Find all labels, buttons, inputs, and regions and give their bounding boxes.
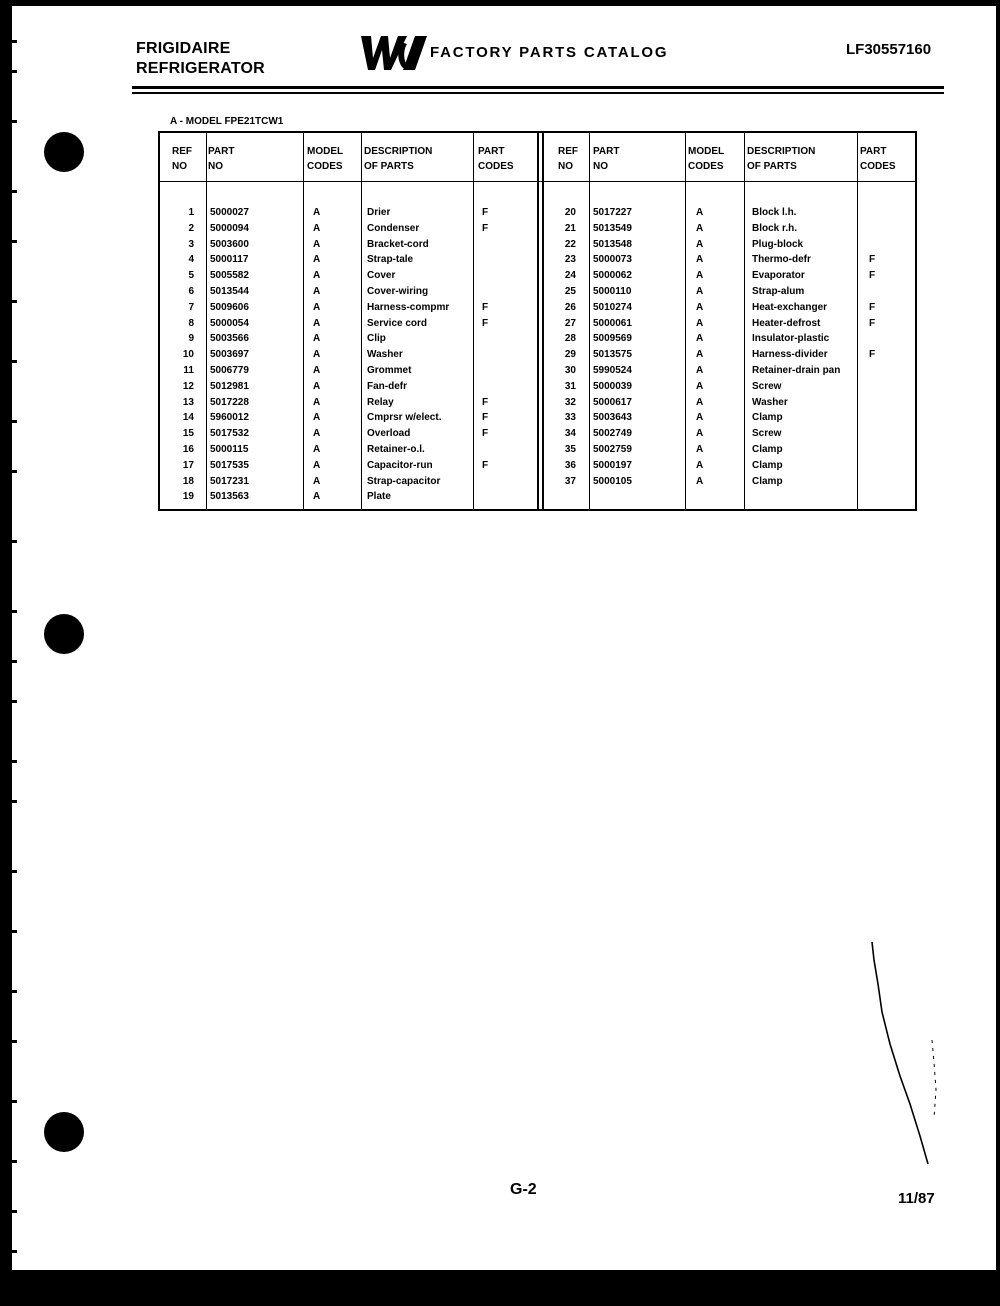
table-cell-code: F bbox=[482, 459, 489, 471]
table-cell-ref: 2 bbox=[188, 222, 194, 234]
table-cell-desc: Thermo-defr bbox=[752, 254, 811, 266]
table-cell-model: A bbox=[696, 428, 704, 440]
table-cell-ref: 5 bbox=[188, 270, 194, 282]
table-cell-ref: 33 bbox=[564, 412, 576, 424]
left-header-ref bbox=[172, 144, 192, 174]
table-cell-part: 5017231 bbox=[210, 475, 249, 487]
table-cell-code: F bbox=[482, 428, 489, 440]
column-header-line: PART bbox=[860, 146, 887, 157]
table-cell-model: A bbox=[313, 380, 321, 392]
table-cell-desc: Clamp bbox=[752, 459, 783, 471]
pen-stroke-mark bbox=[850, 940, 940, 1170]
table-cell-ref: 24 bbox=[564, 270, 576, 282]
table-cell-desc: Screw bbox=[752, 428, 782, 440]
table-cell-model: A bbox=[313, 207, 321, 218]
table-cell-part: 5000062 bbox=[593, 270, 632, 282]
table-cell-desc: Washer bbox=[367, 349, 403, 361]
table-cell-ref: 19 bbox=[182, 491, 194, 503]
table-cell-code: F bbox=[482, 412, 489, 424]
table-cell-ref: 13 bbox=[182, 396, 194, 408]
table-cell-part: 5017532 bbox=[210, 428, 249, 440]
column-header-line: REF bbox=[172, 146, 192, 157]
wci-logo-mark bbox=[357, 32, 429, 74]
table-cell-code: F bbox=[869, 317, 876, 329]
left-header-code bbox=[478, 144, 514, 174]
column-divider bbox=[589, 133, 590, 509]
scan-edge-tick bbox=[12, 360, 17, 363]
table-cell-ref: 36 bbox=[564, 459, 576, 471]
table-cell-ref: 12 bbox=[182, 380, 194, 392]
header-separator bbox=[160, 181, 915, 182]
right-header-code bbox=[860, 144, 896, 174]
product-type: REFRIGERATOR bbox=[136, 60, 265, 77]
table-cell-model: A bbox=[696, 396, 704, 408]
table-cell-model: A bbox=[313, 412, 321, 424]
table-cell-part: 5013575 bbox=[593, 349, 632, 361]
table-cell-desc: Condenser bbox=[367, 222, 420, 234]
table-cell-part: 5000617 bbox=[593, 396, 632, 408]
model-line: A - MODEL FPE21TCW1 bbox=[170, 116, 284, 127]
table-cell-code: F bbox=[482, 317, 489, 329]
table-cell-desc: Block l.h. bbox=[752, 207, 797, 218]
scan-edge-tick bbox=[12, 800, 17, 803]
column-divider bbox=[473, 133, 474, 509]
table-cell-desc: Bracket-cord bbox=[367, 238, 429, 250]
table-cell-desc: Strap-capacitor bbox=[367, 475, 441, 487]
table-cell-ref: 18 bbox=[182, 475, 194, 487]
scan-edge-tick bbox=[12, 1210, 17, 1213]
table-cell-code: F bbox=[869, 349, 876, 361]
punch-hole-top bbox=[44, 132, 84, 172]
table-cell-model: A bbox=[313, 475, 321, 487]
right-header-ref bbox=[558, 144, 578, 174]
table-cell-desc: Insulator-plastic bbox=[752, 333, 830, 345]
table-cell-part: 5013549 bbox=[593, 222, 632, 234]
table-cell-model: A bbox=[313, 270, 321, 282]
table-cell-desc: Heater-defrost bbox=[752, 317, 821, 329]
scan-edge-tick bbox=[12, 1100, 17, 1103]
scan-edge-tick bbox=[12, 240, 17, 243]
table-cell-desc: Strap-alum bbox=[752, 286, 805, 297]
column-header-line: PART bbox=[208, 146, 235, 157]
table-cell-model: A bbox=[696, 459, 704, 471]
table-cell-part: 5990524 bbox=[593, 365, 632, 376]
table-cell-part: 5000094 bbox=[210, 222, 249, 234]
scan-edge-tick bbox=[12, 700, 17, 703]
table-cell-part: 5000039 bbox=[593, 380, 632, 392]
scan-edge-tick bbox=[12, 190, 17, 193]
table-cell-model: A bbox=[313, 301, 321, 313]
table-cell-part: 5009606 bbox=[210, 301, 249, 313]
scan-edge-tick bbox=[12, 540, 17, 543]
scan-edge-tick bbox=[12, 930, 17, 933]
right-header-desc bbox=[747, 144, 815, 174]
table-cell-model: A bbox=[696, 286, 704, 297]
scan-edge-tick bbox=[12, 990, 17, 993]
table-cell-model: A bbox=[696, 365, 704, 376]
table-cell-ref: 25 bbox=[564, 286, 576, 297]
table-cell-model: A bbox=[696, 222, 704, 234]
table-cell-desc: Strap-tale bbox=[367, 254, 414, 266]
table-cell-desc: Fan-defr bbox=[367, 380, 407, 392]
column-divider bbox=[361, 133, 362, 509]
column-divider bbox=[303, 133, 304, 509]
table-cell-part: 5012981 bbox=[210, 380, 249, 392]
table-cell-model: A bbox=[696, 444, 704, 455]
table-cell-part: 5000073 bbox=[593, 254, 632, 266]
table-center-divider bbox=[537, 133, 539, 509]
table-cell-desc: Plate bbox=[367, 491, 391, 503]
table-cell-part: 5003643 bbox=[593, 412, 632, 424]
table-cell-part: 5000115 bbox=[210, 444, 249, 455]
table-cell-model: A bbox=[313, 317, 321, 329]
table-cell-code: F bbox=[869, 301, 876, 313]
column-header-line: NO bbox=[558, 161, 573, 172]
column-header-line: NO bbox=[593, 161, 608, 172]
table-cell-ref: 4 bbox=[188, 254, 194, 266]
table-cell-code: F bbox=[869, 254, 876, 266]
column-header-line: CODES bbox=[307, 161, 343, 172]
table-cell-model: A bbox=[313, 222, 321, 234]
column-divider bbox=[744, 133, 745, 509]
punch-hole-bottom bbox=[44, 1112, 84, 1152]
punch-hole-middle bbox=[44, 614, 84, 654]
table-cell-desc: Grommet bbox=[367, 365, 412, 376]
table-cell-ref: 15 bbox=[182, 428, 194, 440]
scan-edge-tick bbox=[12, 420, 17, 423]
table-cell-ref: 35 bbox=[564, 444, 576, 455]
table-cell-ref: 7 bbox=[188, 301, 194, 313]
column-header-line: NO bbox=[172, 161, 187, 172]
column-divider bbox=[857, 133, 858, 509]
table-cell-model: A bbox=[313, 444, 321, 455]
scan-edge-tick bbox=[12, 70, 17, 73]
table-cell-ref: 26 bbox=[564, 301, 576, 313]
table-cell-desc: Service cord bbox=[367, 317, 428, 329]
wci-logo bbox=[357, 32, 429, 81]
table-cell-ref: 31 bbox=[564, 380, 576, 392]
table-cell-part: 5003697 bbox=[210, 349, 249, 361]
table-cell-ref: 21 bbox=[564, 222, 576, 234]
column-divider bbox=[206, 133, 207, 509]
column-header-line: DESCRIPTION bbox=[364, 146, 433, 157]
table-cell-ref: 37 bbox=[564, 475, 576, 487]
catalog-title: FACTORY PARTS CATALOG bbox=[430, 44, 669, 61]
right-header-model bbox=[688, 144, 724, 174]
column-divider bbox=[685, 133, 686, 509]
revision-date: 11/87 bbox=[898, 1190, 935, 1207]
table-cell-part: 5000197 bbox=[593, 459, 632, 471]
table-cell-part: 5013548 bbox=[593, 238, 632, 250]
table-cell-desc: Capacitor-run bbox=[367, 459, 433, 471]
left-header-desc bbox=[364, 144, 432, 174]
table-cell-desc: Cmprsr w/elect. bbox=[367, 412, 442, 424]
table-cell-ref: 30 bbox=[564, 365, 576, 376]
table-cell-desc: Plug-block bbox=[752, 238, 804, 250]
table-cell-model: A bbox=[696, 238, 704, 250]
table-cell-desc: Evaporator bbox=[752, 270, 805, 282]
column-header-line: OF PARTS bbox=[364, 161, 414, 172]
scan-edge-tick bbox=[12, 660, 17, 663]
header-rule bbox=[132, 86, 944, 89]
table-center-divider bbox=[542, 133, 544, 509]
table-cell-desc: Relay bbox=[367, 396, 394, 408]
table-cell-ref: 32 bbox=[564, 396, 576, 408]
column-header-line: PART bbox=[593, 146, 620, 157]
table-cell-part: 5005582 bbox=[210, 270, 249, 282]
parts-table bbox=[158, 131, 917, 511]
right-header-part bbox=[593, 144, 619, 174]
table-cell-desc: Retainer-drain pan bbox=[752, 365, 841, 376]
table-cell-ref: 28 bbox=[564, 333, 576, 345]
table-cell-ref: 8 bbox=[188, 317, 194, 329]
table-cell-ref: 6 bbox=[188, 286, 194, 297]
column-header-line: PART bbox=[478, 146, 505, 157]
table-cell-code: F bbox=[482, 396, 489, 408]
table-cell-desc: Retainer-o.l. bbox=[367, 444, 425, 455]
table-cell-desc: Washer bbox=[752, 396, 788, 408]
table-cell-part: 5002759 bbox=[593, 444, 632, 455]
table-cell-model: A bbox=[313, 349, 321, 361]
table-cell-model: A bbox=[313, 428, 321, 440]
table-cell-ref: 29 bbox=[564, 349, 576, 361]
column-header-line: MODEL bbox=[688, 146, 725, 157]
table-cell-desc: Harness-compmr bbox=[367, 301, 450, 313]
table-cell-part: 5017535 bbox=[210, 459, 249, 471]
table-cell-desc: Cover bbox=[367, 270, 396, 282]
table-cell-ref: 14 bbox=[182, 412, 194, 424]
column-header-line: CODES bbox=[478, 161, 514, 172]
table-cell-ref: 9 bbox=[188, 333, 194, 345]
table-cell-part: 5006779 bbox=[210, 365, 249, 376]
table-cell-ref: 20 bbox=[564, 207, 576, 218]
table-cell-part: 5010274 bbox=[593, 301, 632, 313]
table-cell-part: 5000061 bbox=[593, 317, 632, 329]
table-cell-ref: 23 bbox=[564, 254, 576, 266]
column-header-line: OF PARTS bbox=[747, 161, 797, 172]
table-cell-part: 5000105 bbox=[593, 475, 632, 487]
scan-edge-tick bbox=[12, 1160, 17, 1163]
table-cell-desc: Clamp bbox=[752, 412, 783, 424]
table-cell-desc: Heat-exchanger bbox=[752, 301, 828, 313]
column-header-line: CODES bbox=[860, 161, 896, 172]
column-header-line: REF bbox=[558, 146, 578, 157]
table-cell-part: 5013544 bbox=[210, 286, 249, 297]
table-cell-desc: Cover-wiring bbox=[367, 286, 429, 297]
column-header-line: NO bbox=[208, 161, 223, 172]
table-cell-desc: Clamp bbox=[752, 475, 783, 487]
table-cell-part: 5017228 bbox=[210, 396, 249, 408]
table-cell-model: A bbox=[313, 396, 321, 408]
scan-edge-tick bbox=[12, 300, 17, 303]
scan-edge-tick bbox=[12, 40, 17, 43]
table-cell-ref: 1 bbox=[188, 207, 194, 218]
left-header-part bbox=[208, 144, 234, 174]
scan-edge-tick bbox=[12, 610, 17, 613]
table-cell-model: A bbox=[313, 254, 321, 266]
table-cell-model: A bbox=[313, 238, 321, 250]
table-cell-model: A bbox=[313, 459, 321, 471]
table-cell-ref: 10 bbox=[182, 349, 194, 361]
column-header-line: DESCRIPTION bbox=[747, 146, 816, 157]
table-cell-model: A bbox=[696, 412, 704, 424]
scan-edge-tick bbox=[12, 120, 17, 123]
left-header-model bbox=[307, 144, 343, 174]
scan-edge-tick bbox=[12, 1250, 17, 1253]
table-cell-part: 5017227 bbox=[593, 207, 632, 218]
table-cell-model: A bbox=[696, 270, 704, 282]
table-cell-model: A bbox=[313, 286, 321, 297]
table-cell-model: A bbox=[696, 380, 704, 392]
table-cell-part: 5000027 bbox=[210, 207, 249, 218]
table-cell-model: A bbox=[313, 491, 321, 503]
table-cell-model: A bbox=[696, 301, 704, 313]
table-cell-ref: 22 bbox=[564, 238, 576, 250]
table-cell-code: F bbox=[482, 301, 489, 313]
table-cell-part: 5000054 bbox=[210, 317, 249, 329]
table-cell-part: 5000117 bbox=[210, 254, 249, 266]
table-cell-model: A bbox=[696, 207, 704, 218]
brand-block bbox=[136, 39, 265, 79]
table-cell-ref: 17 bbox=[182, 459, 194, 471]
header-rule-secondary bbox=[132, 92, 944, 94]
table-cell-desc: Screw bbox=[752, 380, 782, 392]
table-cell-desc: Harness-divider bbox=[752, 349, 828, 361]
table-cell-model: A bbox=[696, 475, 704, 487]
table-cell-model: A bbox=[696, 254, 704, 266]
scan-edge-tick bbox=[12, 470, 17, 473]
page-number: G-2 bbox=[510, 1181, 537, 1198]
table-cell-ref: 3 bbox=[188, 238, 194, 250]
table-cell-desc: Clamp bbox=[752, 444, 783, 455]
table-cell-model: A bbox=[696, 333, 704, 345]
table-cell-model: A bbox=[696, 349, 704, 361]
table-cell-ref: 34 bbox=[564, 428, 576, 440]
document-number: LF30557160 bbox=[846, 41, 932, 58]
table-cell-part: 5002749 bbox=[593, 428, 632, 440]
table-cell-ref: 16 bbox=[182, 444, 194, 455]
table-cell-code: F bbox=[482, 222, 489, 234]
table-cell-model: A bbox=[696, 317, 704, 329]
table-cell-part: 5000110 bbox=[593, 286, 632, 297]
scan-edge-tick bbox=[12, 1040, 17, 1043]
table-cell-model: A bbox=[313, 365, 321, 376]
scan-edge-tick bbox=[12, 870, 17, 873]
table-cell-part: 5003600 bbox=[210, 238, 249, 250]
column-header-line: CODES bbox=[688, 161, 724, 172]
table-cell-part: 5013563 bbox=[210, 491, 249, 503]
table-cell-desc: Block r.h. bbox=[752, 222, 798, 234]
table-cell-part: 5003566 bbox=[210, 333, 249, 345]
table-cell-ref: 27 bbox=[564, 317, 576, 329]
table-cell-ref: 11 bbox=[183, 365, 194, 376]
table-cell-code: F bbox=[869, 270, 876, 282]
table-cell-part: 5960012 bbox=[210, 412, 249, 424]
table-cell-desc: Clip bbox=[367, 333, 386, 345]
scan-edge-tick bbox=[12, 760, 17, 763]
column-header-line: MODEL bbox=[307, 146, 344, 157]
brand-name: FRIGIDAIRE bbox=[136, 40, 231, 57]
table-cell-part: 5009569 bbox=[593, 333, 632, 345]
table-cell-desc: Drier bbox=[367, 207, 391, 218]
table-cell-code: F bbox=[482, 207, 489, 218]
table-cell-desc: Overload bbox=[367, 428, 411, 440]
table-cell-model: A bbox=[313, 333, 321, 345]
